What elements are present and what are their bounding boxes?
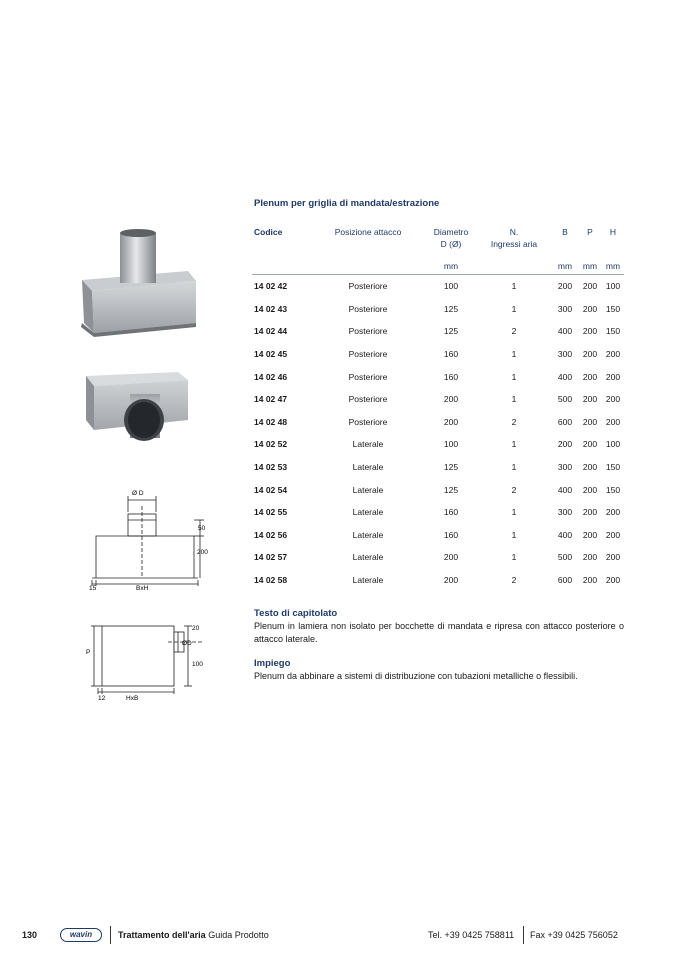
unit-diametro: mm (426, 258, 476, 275)
cell-d: 160 (443, 371, 459, 382)
cell-n: 2 (511, 416, 517, 427)
plenum-lateral-photo (82, 368, 192, 450)
cell-h: 200 (605, 507, 621, 518)
cell-code: 14 02 56 (254, 529, 288, 540)
cell-n: 1 (511, 507, 517, 518)
cell-code: 14 02 57 (254, 552, 288, 563)
cell-pos: Laterale (352, 507, 384, 518)
cell-n: 1 (511, 281, 517, 292)
cell-p: 200 (582, 552, 598, 563)
cell-p: 200 (582, 575, 598, 586)
col-posizione: Posizione attacco (334, 227, 402, 237)
table-row (252, 320, 624, 343)
page-number: 130 (22, 930, 38, 940)
cell-h: 200 (605, 529, 621, 540)
col-ingressi: N. Ingressi aria (490, 227, 538, 249)
col-p: P (587, 227, 593, 237)
technical-drawing-rear (86, 486, 216, 590)
footer-section (118, 930, 269, 940)
technical-drawing-lateral (84, 618, 214, 702)
cell-code: 14 02 55 (254, 507, 288, 518)
cell-code: 14 02 43 (254, 303, 288, 314)
testo-title: Testo di capitolato (254, 608, 338, 619)
drawing1-bxh: BxH (136, 585, 149, 590)
col-b: B (562, 227, 568, 237)
table-row (252, 478, 624, 501)
cell-pos: Laterale (352, 484, 384, 495)
table-row (252, 546, 624, 569)
cell-h: 100 (605, 439, 621, 450)
cell-p: 200 (582, 529, 598, 540)
cell-h: 150 (605, 303, 621, 314)
impiego-body: Plenum da abbinare a sistemi di distribuzione con tubazioni metalliche o flessibili. (254, 671, 578, 681)
cell-n: 2 (511, 484, 517, 495)
cell-code: 14 02 45 (254, 349, 288, 360)
cell-pos: Laterale (352, 529, 384, 540)
cell-n: 1 (511, 303, 517, 314)
cell-h: 200 (605, 349, 621, 360)
table-row (252, 411, 624, 434)
table-row (252, 569, 624, 592)
cell-p: 200 (582, 462, 598, 473)
cell-code: 14 02 44 (254, 326, 288, 337)
cell-n: 1 (511, 529, 517, 540)
table-row (252, 524, 624, 547)
spec-header-row (252, 226, 624, 258)
cell-b: 600 (557, 416, 573, 427)
cell-pos: Laterale (352, 552, 384, 563)
cell-h: 100 (605, 281, 621, 292)
cell-pos: Posteriore (348, 349, 388, 360)
cell-code: 14 02 54 (254, 484, 288, 495)
col-codice: Codice (254, 227, 283, 237)
drawing2-p-label: P (86, 649, 91, 656)
cell-b: 400 (557, 529, 573, 540)
cell-p: 200 (582, 507, 598, 518)
cell-p: 200 (582, 303, 598, 314)
cell-d: 200 (443, 394, 459, 405)
cell-d: 200 (443, 416, 459, 427)
cell-p: 200 (582, 439, 598, 450)
unit-h: mm (602, 258, 624, 275)
cell-pos: Posteriore (348, 416, 388, 427)
cell-pos: Posteriore (348, 371, 388, 382)
footer-section-bold: Trattamento dell'aria (118, 930, 206, 940)
cell-n: 2 (511, 575, 517, 586)
cell-n: 1 (511, 371, 517, 382)
footer-divider (110, 926, 111, 944)
cell-d: 125 (443, 462, 459, 473)
footer-divider-2 (523, 926, 524, 944)
cell-p: 200 (582, 484, 598, 495)
cell-h: 200 (605, 416, 621, 427)
cell-p: 200 (582, 326, 598, 337)
table-row (252, 298, 624, 321)
col-diametro: Diametro D (Ø) (433, 227, 469, 249)
cell-d: 125 (443, 303, 459, 314)
cell-pos: Laterale (352, 575, 384, 586)
unit-p: mm (578, 258, 602, 275)
testo-body: Plenum in lamiera non isolato per bocchette di mandata e ripresa con attacco posteriore o attacco laterale. (254, 621, 624, 644)
cell-d: 160 (443, 349, 459, 360)
cell-b: 300 (557, 349, 573, 360)
cell-p: 200 (582, 281, 598, 292)
cell-code: 14 02 46 (254, 371, 288, 382)
cell-d: 160 (443, 529, 459, 540)
drawing1-dim50: 50 (198, 525, 206, 532)
cell-n: 2 (511, 326, 517, 337)
cell-b: 300 (557, 303, 573, 314)
impiego-title: Impiego (254, 658, 291, 669)
table-row (252, 365, 624, 388)
cell-h: 200 (605, 552, 621, 563)
cell-h: 150 (605, 462, 621, 473)
cell-d: 125 (443, 326, 459, 337)
footer-fax: Fax +39 0425 756052 (530, 930, 618, 940)
cell-code: 14 02 52 (254, 439, 288, 450)
cell-b: 300 (557, 462, 573, 473)
cell-p: 200 (582, 349, 598, 360)
spec-units-row (252, 258, 624, 275)
cell-h: 200 (605, 575, 621, 586)
drawing1-dim15: 15 (89, 585, 97, 590)
cell-pos: Laterale (352, 439, 384, 450)
cell-h: 200 (605, 371, 621, 382)
cell-b: 400 (557, 484, 573, 495)
cell-n: 1 (511, 552, 517, 563)
cell-pos: Laterale (352, 462, 384, 473)
table-row (252, 456, 624, 479)
cell-b: 200 (557, 439, 573, 450)
cell-d: 100 (443, 439, 459, 450)
plenum-rear-photo (78, 225, 198, 345)
cell-d: 100 (443, 281, 459, 292)
drawing2-od-label: ØD (182, 640, 192, 647)
cell-pos: Posteriore (348, 281, 388, 292)
cell-pos: Posteriore (348, 326, 388, 337)
cell-n: 1 (511, 439, 517, 450)
cell-p: 200 (582, 371, 598, 382)
table-row (252, 343, 624, 366)
cell-b: 400 (557, 326, 573, 337)
drawing2-dim20: 20 (192, 625, 200, 632)
cell-code: 14 02 42 (254, 281, 288, 292)
spec-table (252, 226, 624, 591)
cell-code: 14 02 47 (254, 394, 288, 405)
cell-n: 1 (511, 462, 517, 473)
cell-code: 14 02 53 (254, 462, 288, 473)
wavin-logo: wavin (60, 928, 102, 942)
drawing2-hxb: HxB (126, 695, 139, 702)
drawing2-dim100: 100 (192, 661, 203, 668)
drawing2-dim12: 12 (98, 695, 106, 702)
cell-b: 300 (557, 507, 573, 518)
col-h: H (609, 227, 617, 237)
footer-tel: Tel. +39 0425 758811 (428, 930, 515, 940)
cell-d: 200 (443, 552, 459, 563)
cell-h: 150 (605, 326, 621, 337)
cell-b: 600 (557, 575, 573, 586)
cell-b: 400 (557, 371, 573, 382)
table-row (252, 388, 624, 411)
cell-d: 200 (443, 575, 459, 586)
cell-code: 14 02 48 (254, 416, 288, 427)
table-row (252, 275, 624, 298)
drawing1-dim200: 200 (197, 549, 208, 556)
cell-n: 1 (511, 394, 517, 405)
cell-h: 200 (605, 394, 621, 405)
cell-p: 200 (582, 394, 598, 405)
cell-b: 500 (557, 552, 573, 563)
cell-pos: Posteriore (348, 303, 388, 314)
unit-b: mm (552, 258, 578, 275)
cell-b: 500 (557, 394, 573, 405)
cell-code: 14 02 58 (254, 575, 288, 586)
drawing1-od-label: Ø D (132, 490, 144, 497)
footer-section-rest: Guida Prodotto (208, 930, 269, 940)
product-title: Plenum per griglia di mandata/estrazione (254, 198, 440, 209)
table-row (252, 433, 624, 456)
cell-h: 150 (605, 484, 621, 495)
cell-b: 200 (557, 281, 573, 292)
cell-p: 200 (582, 416, 598, 427)
cell-pos: Posteriore (348, 394, 388, 405)
cell-d: 160 (443, 507, 459, 518)
cell-d: 125 (443, 484, 459, 495)
cell-n: 1 (511, 349, 517, 360)
table-row (252, 501, 624, 524)
